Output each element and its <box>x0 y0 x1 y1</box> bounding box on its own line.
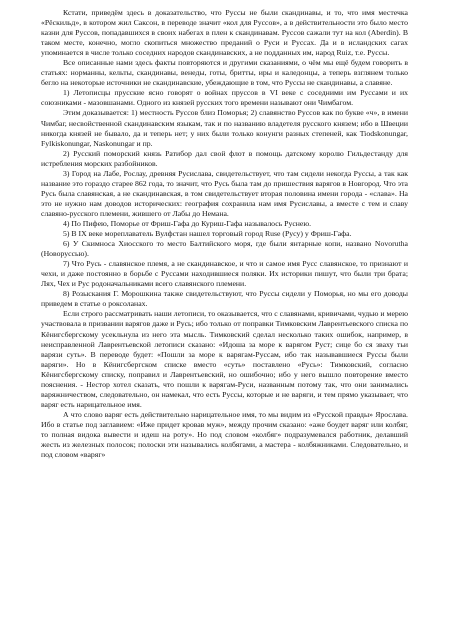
paragraph: Кстати, приведём здесь в доказательство, что Руссы не были скандинавы, и то, что имя местечка «Рёскильд», в котором жил Саксон, в переводе значит «кол для Руссов», а в действительности это было место казни для Руссов, попадавшихся в своих набегах в плен к скандинавам. Руссов сажали тут на кол (Aberdin). В таком месте, конечно, могло скопиться множество преданий о Руси и Руссах. Да и в исландских сагах упоминается в числе только соседних народов скандинавских, а не подданных им, народ Ruiz, т.е. Руссы. <box>41 8 408 58</box>
paragraph: Все описанные нами здесь факты повторяются и другими сказаниями, о чём мы ещё будем говорить в статьях: норманны, кельты, скандинавы, венеды, готы, бритты, иры и каледонцы, а теперь взглянем только бегло на некоторые источники не скандинавские, убеждающие в том, что Руссы не скандинавы, а славяне. <box>41 58 408 88</box>
paragraph: 8) Розыскания Г. Морошкина также свидетельствуют, что Руссы сидели у Поморья, но мы его доводы приведем в статье о роксоланах. <box>41 289 408 309</box>
paragraph: 4) По Пифею, Поморье от Фриш-Гафа до Куриш-Гафа называлось Руснею. <box>63 218 312 228</box>
paragraph: 1) Летописцы прусские ясно говорят о войнах пруссов в VI веке с соседними им Руссами и их союзниками - мазовшанами. Одного из князей русских того времени называют они Чимбагом. <box>41 88 408 108</box>
paragraph: 6) У Скимноса Хиосского то место Балтийского моря, где были янтарные копи, названо Novorutha (Новоруссью). <box>41 239 408 259</box>
paragraph: Этим доказывается: 1) местность Руссов близ Поморья; 2) славянство Руссов как по букве «ч», в имени Чимбаг, несвойственной скандинавским языкам, так и по названию владетеля русского князем; ибо в Швеции никогда князей не бывало, да и теперь нет; у них были только конунги разных степеней, как Tiodskonungar, Fylkiskonungar, Naskonungar и пр. <box>41 108 408 148</box>
paragraph: 5) В IX веке мореплаватель Вулфстан нашел торговый город Ruse (Русу) у Фриш-Гафа. <box>63 229 352 239</box>
paragraph: 7) Что Русь - славянское племя, а не скандинавское, и что и самое имя Русс славянское, то признают и чехи, и даже постоянно в борьбе с Руссами находившиеся поляки. Их историки пишут, что были три брата; Лях, Чех и Рус родоначальниками всего славянского племени. <box>41 259 408 289</box>
paragraph: Если строго рассматривать наши летописи, то оказывается, что с славянами, кривичами, чудью и мерею участвовала в призвании варягов даже и Русь; ибо только от поправки Тимковским Лаврентьевского списка по Кёнигсбергскому усекльнула из него эта мысль. Тимковский сделал несколько таких ошибок, например, в неисправленной Лаврентьевской летописи сказано: «Идоша за море к варягом Руст; сице бо ся зваху тьи варязи суть». В переводе будет: «Пошли за море к варягам-Руссам, ибо так называвшиеся Руссы были варяги». Но в Кёнигсбергском списке вместо «суть» поставлено «Русь»: Тимковский, согласно Кёнигсбергскому списку, поправил и Лаврентьевский, но ошибочно; ибо у него вышло повторение вместо пояснения. - Нестор хотел сказать, что пошли к варягам-Руси, названным потому так, что они занимались варяжничеством, следовательно, он намекал, что есть Руссы, которые и не варяги, и тем прямо указывает, что варяг есть нарицательное имя. <box>41 309 408 409</box>
paragraph: А что слово варяг есть действительно нарицательное имя, то мы видим из «Русской правды» Ярослава. Ибо в статье под заглавием: «Иже придет кровав муж», между прочим сказано: «аже боудет варяг или колбяг, то полная видока вывести и идеш на роту». Но под словом «колбяг» подразумевался работник, делавший жесть из железных полосок; полоски эти назывались колбягами, а мастера - колбяжниками. Следовательно, и под словом «варяг» <box>41 409 408 460</box>
paragraph: 3) Город на Лабе, Рослау, древняя Русислава, свидетельствует, что там сидели некогда Руссы, а так как название это гораздо старее 862 года, то значит, что Русь была там до пришествия варягов в Новгород. Что эта Русь была славянская, а не скандинавская, в том свидетельствует вторая половина имени города - «слава». На это не нужно нам доводов исторических: география сохранила нам имя Русиславы, а вместе с тем и славу славяно-русского племени, жившего от Лабы до Немана. <box>41 168 408 218</box>
paragraph: 2) Русский поморский князь Ратибор дал свой флот в помощь датскому королю Гильдестанду для истребления морских разбойников. <box>41 148 408 168</box>
